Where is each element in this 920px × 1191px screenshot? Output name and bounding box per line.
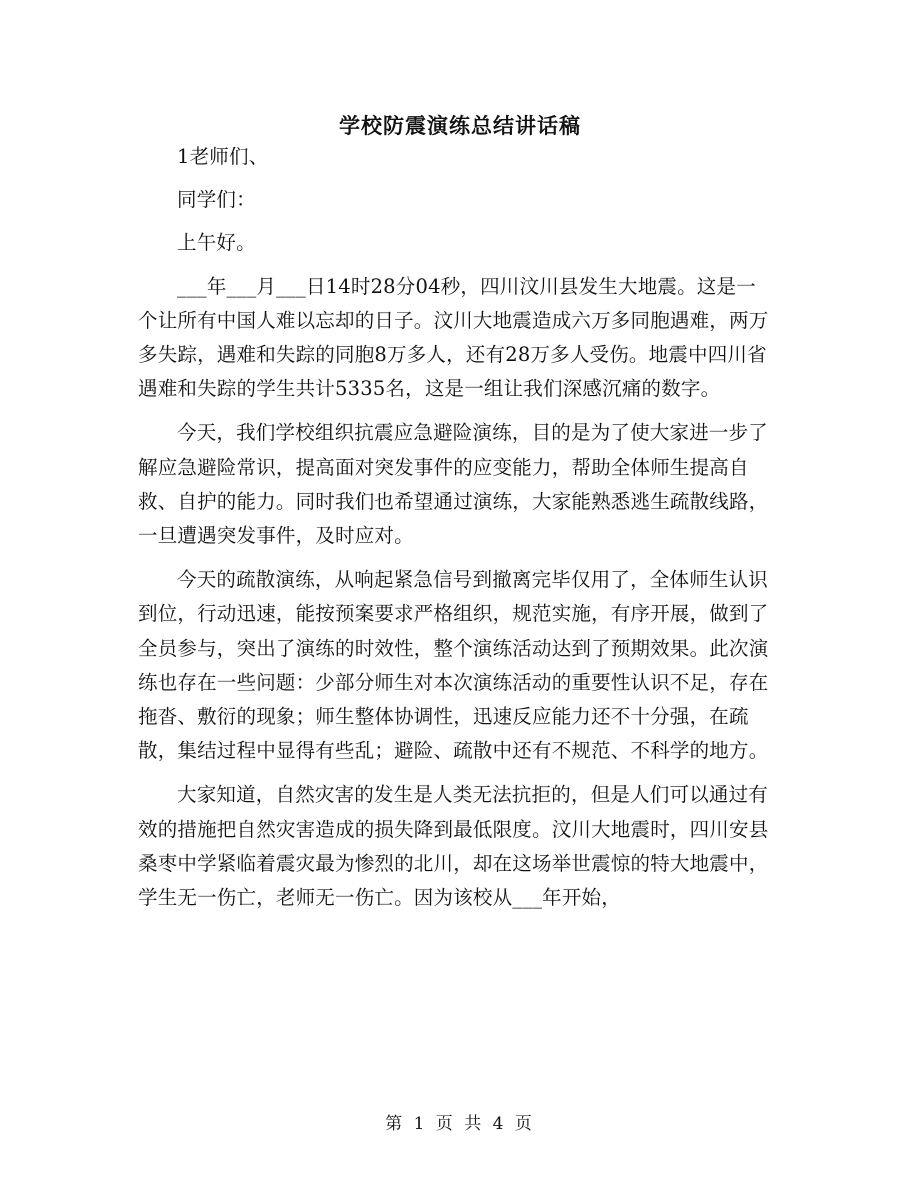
- paragraph-drill-review: 今天的疏散演练，从响起紧急信号到撤离完毕仅用了，全体师生认识到位，行动迅速，能按预案要求严格组织，规范实施，有序开展，做到了全员参与，突出了演练的时效性，整个演练活动达到了预期效果。此次演练也存在一些问题：少部分师生对本次演练活动的重要性认识不足，存在拖沓、敷衍的现象；师生整体协调性，迅速反应能力还不十分强，在疏散，集结过程中显得有些乱；避险、疏散中还有不规范、不科学的地方。: [138, 568, 769, 763]
- paragraph-earthquake: ___年___月___日14时28分04秒，四川汶川县发生大地震。这是一个让所有中国人难以忘却的日子。汶川大地震造成六万多同胞遇难，两万多失踪，遇难和失踪的同胞8万多人，还有28万多人受伤。地震中四川省遇难和失踪的学生共计5335名，这是一组让我们深感沉痛的数字。: [138, 274, 769, 401]
- greeting: 上午好。: [177, 231, 256, 255]
- page-title: 学校防震演练总结讲话稿: [339, 113, 581, 138]
- document-body: [138, 140, 773, 925]
- salutation-teachers: 1老师们、: [177, 145, 269, 168]
- page-footer: 第 1 页 共 4 页: [385, 1114, 535, 1134]
- salutation-students: 同学们：: [177, 188, 256, 212]
- paragraph-drill-purpose: 今天，我们学校组织抗震应急避险演练，目的是为了使大家进一步了解应急避险常识，提高面对突发事件的应变能力，帮助全体师生提高自救、自护的能力。同时我们也希望通过演练，大家能熟悉逃生疏散线路，一旦遭遇突发事件，及时应对。: [138, 421, 769, 548]
- paragraph-disaster-prevention: 大家知道，自然灾害的发生是人类无法抗拒的，但是人们可以通过有效的措施把自然灾害造成的损失降到最低限度。汶川大地震时，四川安县桑枣中学紧临着震灾最为惨烈的北川，却在这场举世震惊的特大地震中，学生无一伤亡，老师无一伤亡。因为该校从___年开始，: [138, 783, 769, 910]
